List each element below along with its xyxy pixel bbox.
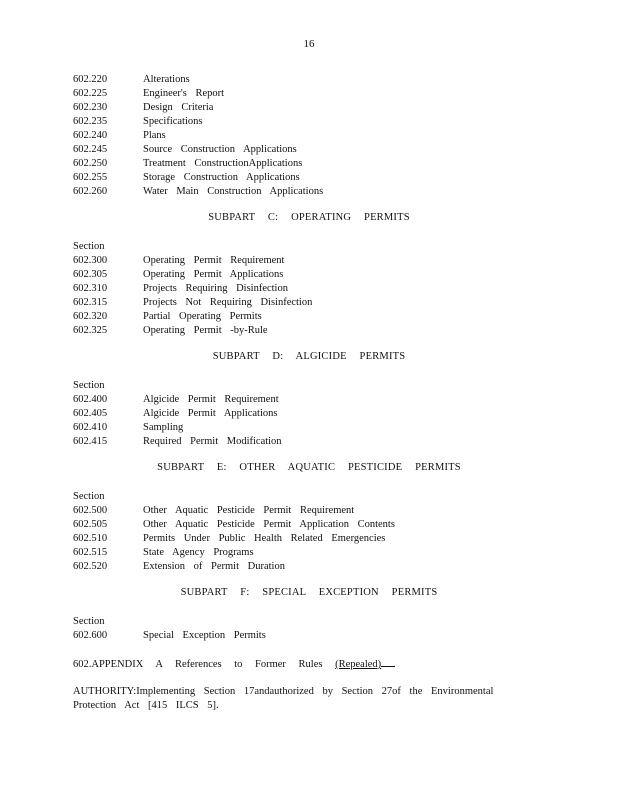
list-item xyxy=(73,532,553,546)
section-title: Special Exception Permits xyxy=(143,630,266,641)
subpart-f-heading: SUBPART F: SPECIAL EXCEPTION PERMITS xyxy=(180,587,438,598)
section-title: Specifications xyxy=(143,116,203,127)
list-item xyxy=(73,546,553,560)
section-title: Projects Not Requiring Disinfection xyxy=(143,297,313,308)
section-title: Partial Operating Permits xyxy=(143,311,262,322)
section-title: Operating Permit Requirement xyxy=(143,255,285,266)
section-title: Operating Permit -by-Rule xyxy=(143,325,268,336)
section-title: Required Permit Modification xyxy=(143,436,282,447)
section-title: Treatment ConstructionApplications xyxy=(143,158,303,169)
subpart-c-heading: SUBPART C: OPERATING PERMITS xyxy=(208,212,410,223)
section-label: Section xyxy=(73,380,105,391)
list-item xyxy=(73,87,553,101)
section-title: Other Aquatic Pesticide Permit Application Contents xyxy=(143,519,395,530)
subpart-f-list xyxy=(73,615,553,643)
list-item xyxy=(73,129,553,143)
section-number: 602.505 xyxy=(73,519,108,530)
section-number: 602.255 xyxy=(73,172,108,183)
list-item xyxy=(73,282,553,296)
underline-rule xyxy=(381,657,395,667)
list-item xyxy=(73,157,553,171)
section-title: Permits Under Public Health Related Emergencies xyxy=(143,533,386,544)
section-number: 602.230 xyxy=(73,102,108,113)
list-item xyxy=(73,393,553,407)
section-title: Sampling xyxy=(143,422,184,433)
list-item xyxy=(73,504,553,518)
section-number: 602.510 xyxy=(73,533,108,544)
section-title: Design Criteria xyxy=(143,102,214,113)
list-item xyxy=(73,310,553,324)
list-item xyxy=(73,560,553,574)
list-item xyxy=(73,268,553,282)
list-item xyxy=(73,143,553,157)
section-label: Section xyxy=(73,241,105,252)
list-item xyxy=(73,185,553,199)
section-number: 602.225 xyxy=(73,88,108,99)
subpart-b-list xyxy=(73,73,553,199)
list-item xyxy=(73,171,553,185)
list-item xyxy=(73,324,553,338)
section-number: 602.410 xyxy=(73,422,108,433)
list-item xyxy=(73,435,553,449)
section-number: 602.325 xyxy=(73,325,108,336)
list-item xyxy=(73,115,553,129)
section-number: 602.250 xyxy=(73,158,108,169)
section-number: 602.600 xyxy=(73,630,108,641)
subpart-e-heading: SUBPART E: OTHER AQUATIC PESTICIDE PERMITS xyxy=(157,462,461,473)
list-item xyxy=(73,254,553,268)
appendix-label: 602.APPENDIX A References to Former Rules xyxy=(73,659,323,670)
subpart-c-list xyxy=(73,240,553,338)
page-number: 16 xyxy=(303,38,315,50)
section-number: 602.300 xyxy=(73,255,108,266)
section-number: 602.260 xyxy=(73,186,108,197)
section-title: Extension of Permit Duration xyxy=(143,561,285,572)
section-title: Source Construction Applications xyxy=(143,144,297,155)
section-title: Storage Construction Applications xyxy=(143,172,300,183)
section-title: Water Main Construction Applications xyxy=(143,186,324,197)
section-number: 602.310 xyxy=(73,283,108,294)
subpart-d-list xyxy=(73,379,553,449)
section-title: Operating Permit Applications xyxy=(143,269,284,280)
subpart-d-heading: SUBPART D: ALGICIDE PERMITS xyxy=(212,351,406,362)
section-label: Section xyxy=(73,491,105,502)
section-title: Engineer's Report xyxy=(143,88,225,99)
section-title: Algicide Permit Applications xyxy=(143,408,278,419)
list-item xyxy=(73,629,553,643)
list-item xyxy=(73,407,553,421)
section-number: 602.240 xyxy=(73,130,108,141)
subpart-e-list xyxy=(73,490,553,574)
section-number: 602.235 xyxy=(73,116,108,127)
section-number: 602.305 xyxy=(73,269,108,280)
section-number: 602.520 xyxy=(73,561,108,572)
repealed-note: (Repealed) xyxy=(335,659,382,670)
list-item xyxy=(73,421,553,435)
list-item xyxy=(73,73,553,87)
section-title: Other Aquatic Pesticide Permit Requirement xyxy=(143,505,355,516)
section-number: 602.405 xyxy=(73,408,108,419)
section-title: Projects Requiring Disinfection xyxy=(143,283,288,294)
section-number: 602.220 xyxy=(73,74,108,85)
section-title: State Agency Programs xyxy=(143,547,254,558)
list-item xyxy=(73,296,553,310)
list-item xyxy=(73,101,553,115)
section-title: Alterations xyxy=(143,74,190,85)
section-label: Section xyxy=(73,616,105,627)
authority-note: AUTHORITY:Implementing Section 17andauthorized by Section 27of the Environmental Protection Act [415 ILCS 5]. xyxy=(73,686,494,711)
section-title: Plans xyxy=(143,130,166,141)
section-title: Algicide Permit Requirement xyxy=(143,394,279,405)
section-number: 602.415 xyxy=(73,436,108,447)
list-item xyxy=(73,518,553,532)
appendix-line xyxy=(73,657,395,672)
section-number: 602.400 xyxy=(73,394,108,405)
section-number: 602.315 xyxy=(73,297,108,308)
section-number: 602.500 xyxy=(73,505,108,516)
section-number: 602.320 xyxy=(73,311,108,322)
section-number: 602.515 xyxy=(73,547,108,558)
section-number: 602.245 xyxy=(73,144,108,155)
